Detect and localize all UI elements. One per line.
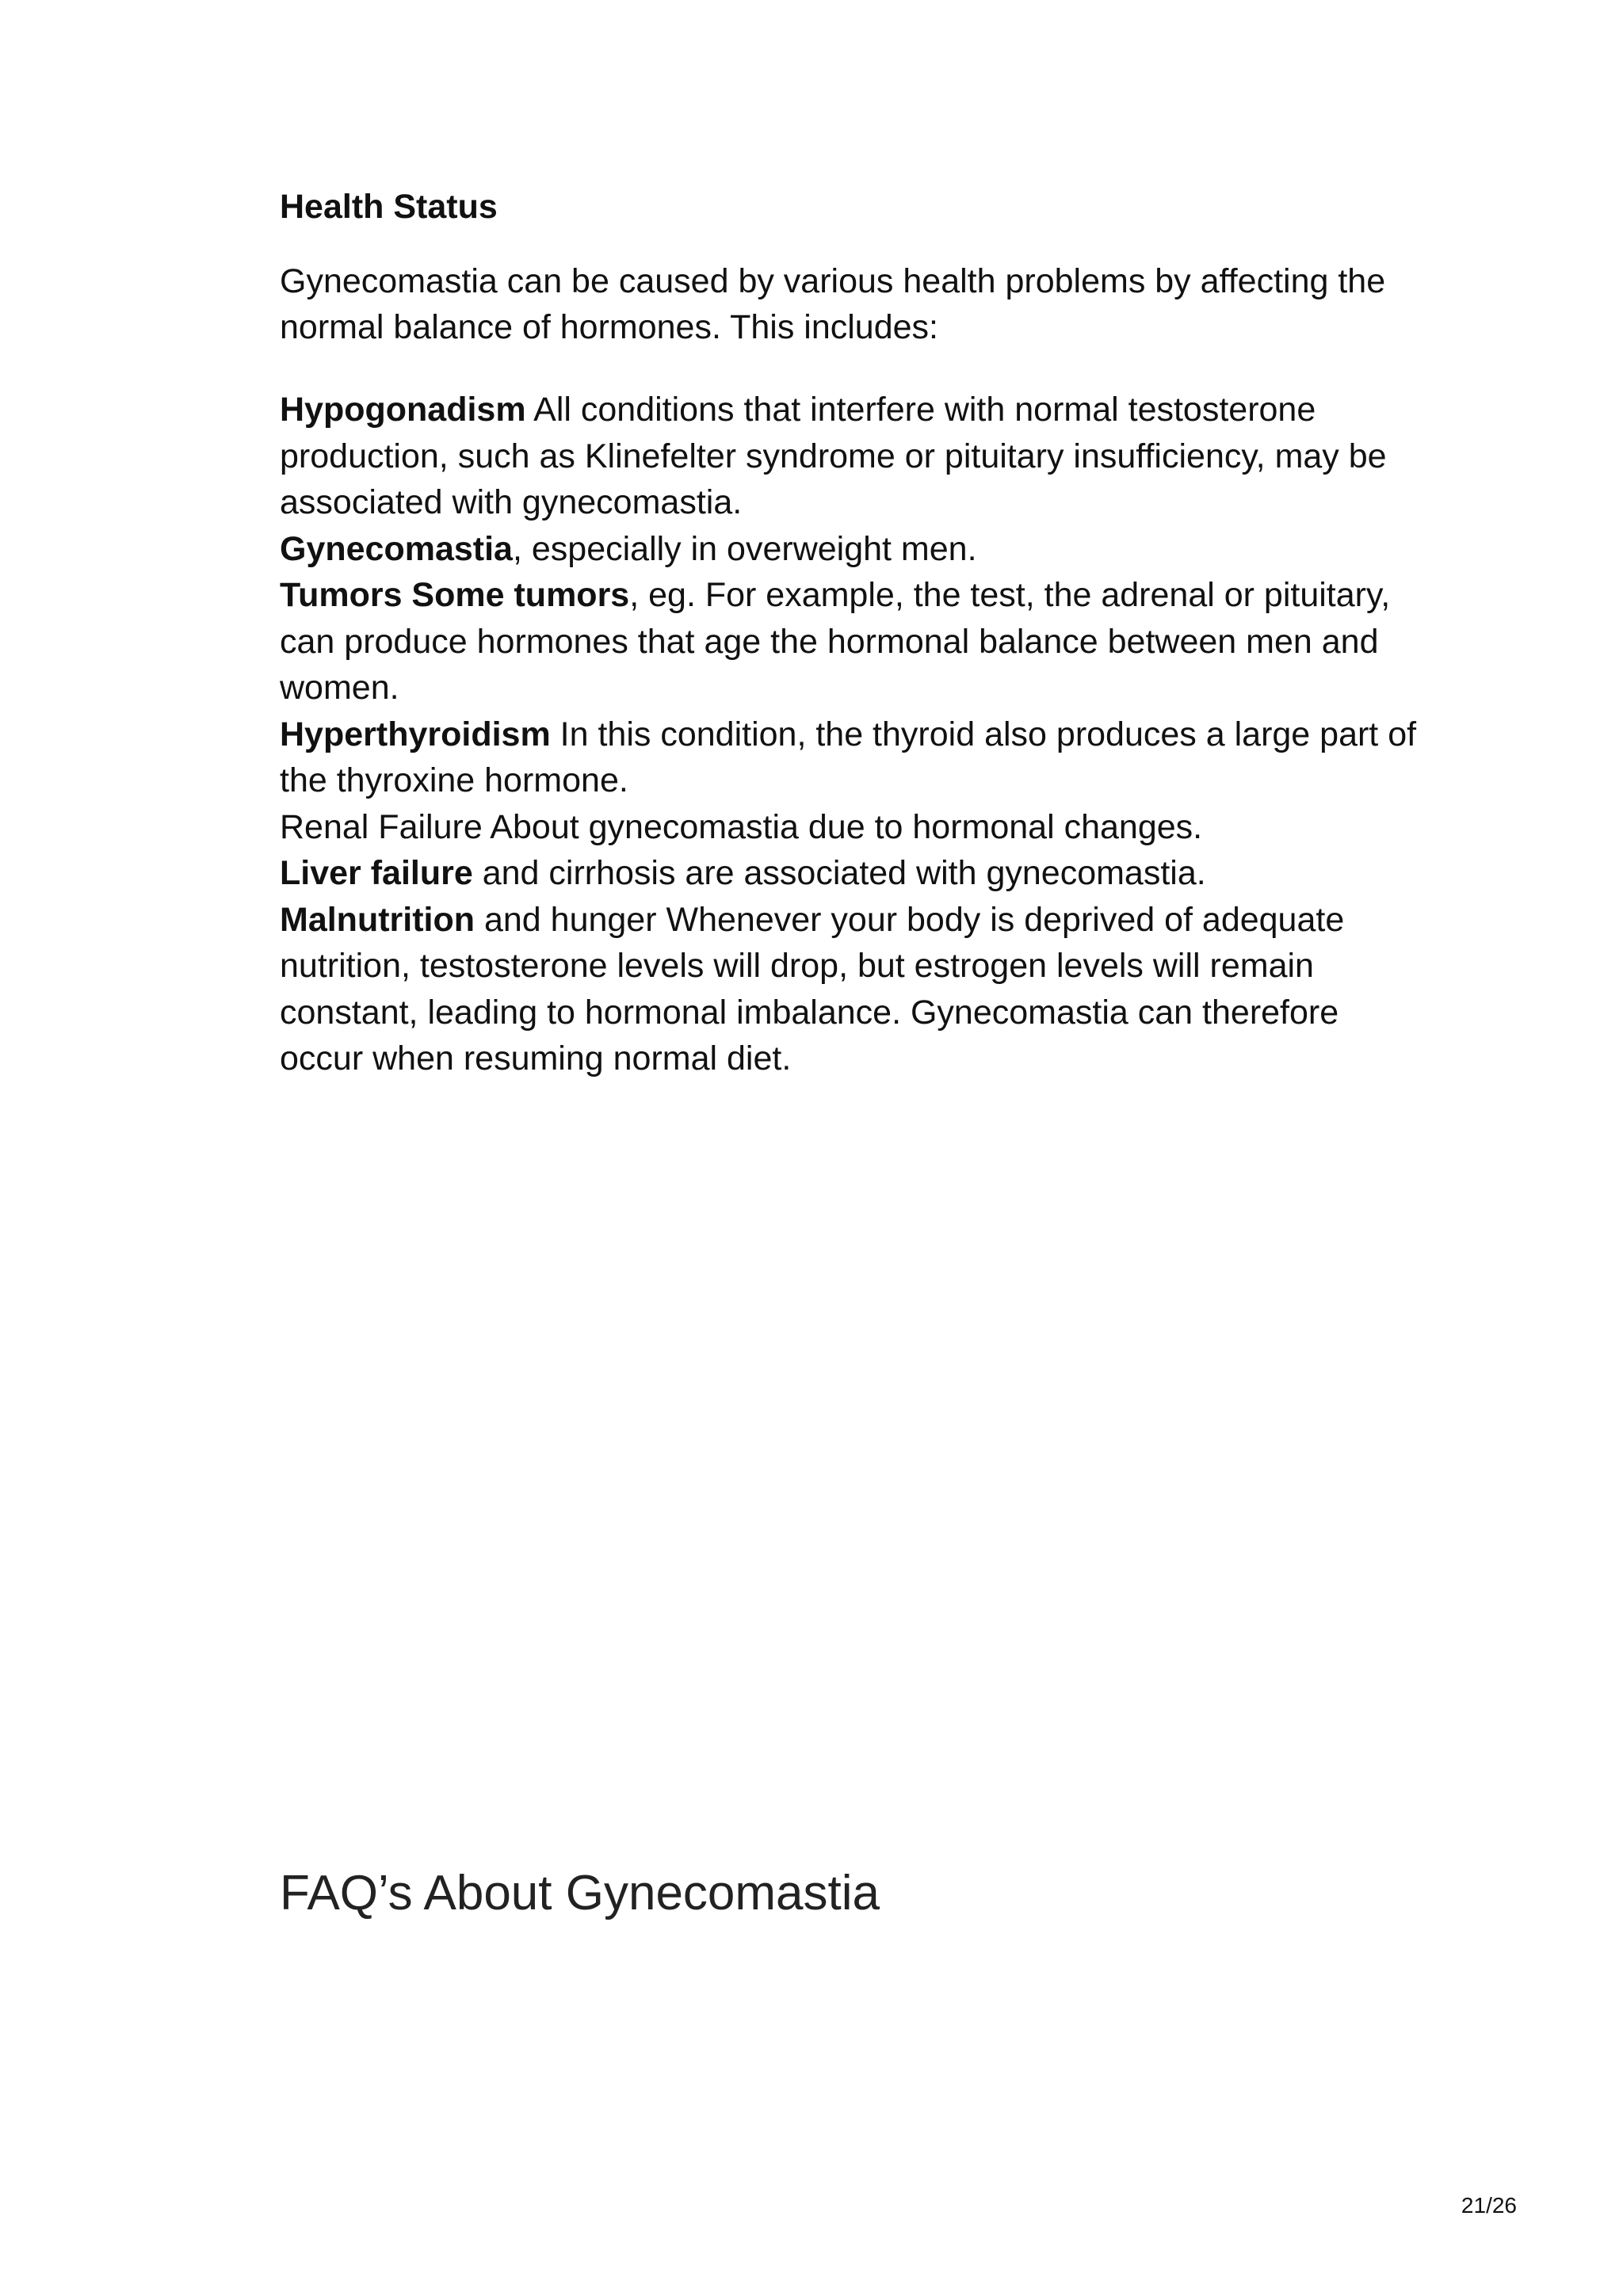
condition-text: and hunger Whenever your body is deprived of adequate nutrition, testosterone levels will drop, but estrogen levels will remain constant, leading to hormonal imbalance. Gynecomastia can therefore occur when resuming normal diet. (280, 900, 1345, 1077)
condition-item (280, 711, 1421, 804)
condition-text: In this condition, the thyroid also produces a large part of the thyroxine hormone. (280, 715, 1417, 799)
condition-text: Renal Failure About gynecomastia due to hormonal changes. (280, 807, 1203, 846)
condition-term: Tumors Some tumors (280, 576, 630, 614)
condition-item (280, 804, 1421, 851)
main-content (280, 184, 1421, 1082)
faq-heading: FAQ’s About Gynecomastia (280, 1866, 880, 1920)
page-number: 21/26 (1461, 2193, 1517, 2218)
condition-term: Liver failure (280, 854, 473, 892)
condition-item (280, 387, 1421, 526)
condition-term: Hypogonadism (280, 391, 526, 429)
condition-text: and cirrhosis are associated with gynecomastia. (472, 854, 1206, 892)
condition-item (280, 850, 1421, 897)
condition-item (280, 572, 1421, 711)
condition-text: All conditions that interfere with normal testosterone production, such as Klinefelter syndrome or pituitary insufficiency, may be associated with gynecomastia. (280, 391, 1387, 521)
conditions-list (280, 387, 1421, 1082)
intro-paragraph: Gynecomastia can be caused by various health problems by affecting the normal balance of hormones. This includes: (280, 262, 1386, 346)
condition-term: Gynecomastia (280, 529, 513, 568)
condition-item (280, 897, 1421, 1082)
section-heading: Health Status (280, 188, 498, 226)
condition-text: , especially in overweight men. (512, 529, 977, 568)
condition-term: Malnutrition (280, 900, 475, 939)
condition-text: , eg. For example, the test, the adrenal or pituitary, can produce hormones that age the hormonal balance between men and women. (280, 576, 1391, 707)
condition-term: Hyperthyroidism (280, 715, 551, 753)
condition-item (280, 526, 1421, 573)
